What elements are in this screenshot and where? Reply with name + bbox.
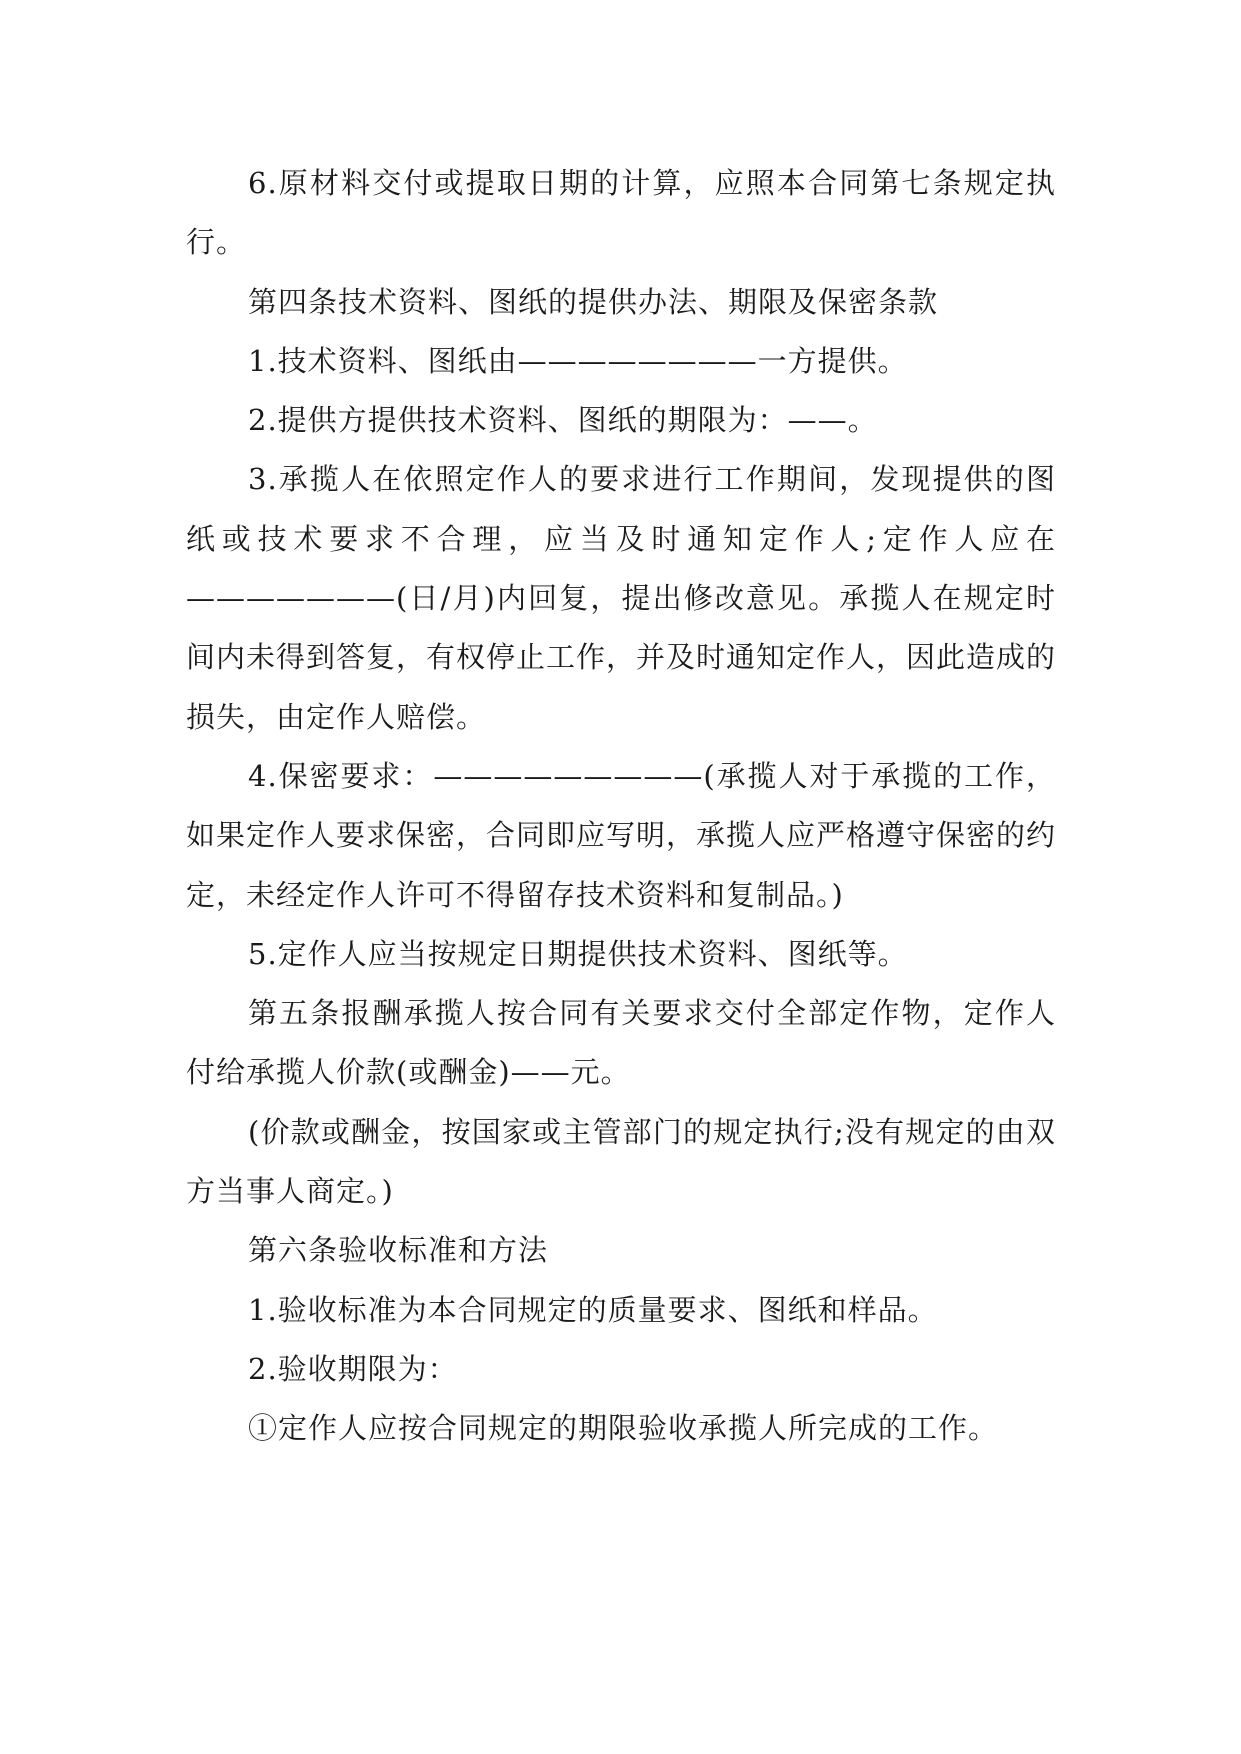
- heading-article-six: 第六条验收标准和方法: [248, 1233, 549, 1268]
- paragraph-confidentiality: 4.保密要求：—————————(承揽人对于承揽的工作，如果定作人要求保密，合同即应写明，承揽人应严格遵守保密的约定，未经定作人许可不得留存技术资料和复制品。): [186, 758, 1057, 912]
- paragraph-unreasonable-drawings: 3.承揽人在依照定作人的要求进行工作期间，发现提供的图纸或技术要求不合理，应当及时通知定作人;定作人应在———————(日/月)内回复，提出修改意见。承揽人在规定时间内未得到答复，有权停止工作，并及时通知定作人，因此造成的损失，由定作人赔偿。: [186, 462, 1057, 734]
- paragraph-technical-data-deadline: 2.提供方提供技术资料、图纸的期限为：——。: [248, 403, 878, 438]
- paragraph-acceptance-item-one: ①定作人应按合同规定的期限验收承揽人所完成的工作。: [248, 1411, 999, 1446]
- paragraph-article-five-remuneration: 第五条报酬承揽人按合同有关要求交付全部定作物，定作人付给承揽人价款(或酬金)——元。: [186, 996, 1056, 1090]
- document-body: [186, 154, 1056, 1459]
- heading-article-four: 第四条技术资料、图纸的提供办法、期限及保密条款: [248, 284, 939, 319]
- paragraph-provide-on-schedule: 5.定作人应当按规定日期提供技术资料、图纸等。: [248, 936, 908, 971]
- paragraph-delivery-date-calculation: 6.原材料交付或提取日期的计算，应照本合同第七条规定执行。: [186, 166, 1056, 260]
- paragraph-technical-data-provider: 1.技术资料、图纸由————————一方提供。: [248, 343, 908, 378]
- paragraph-acceptance-standard: 1.验收标准为本合同规定的质量要求、图纸和样品。: [248, 1292, 938, 1327]
- paragraph-acceptance-period: 2.验收期限为：: [248, 1351, 458, 1386]
- paragraph-remuneration-note: (价款或酬金，按国家或主管部门的规定执行;没有规定的由双方当事人商定。): [186, 1114, 1056, 1209]
